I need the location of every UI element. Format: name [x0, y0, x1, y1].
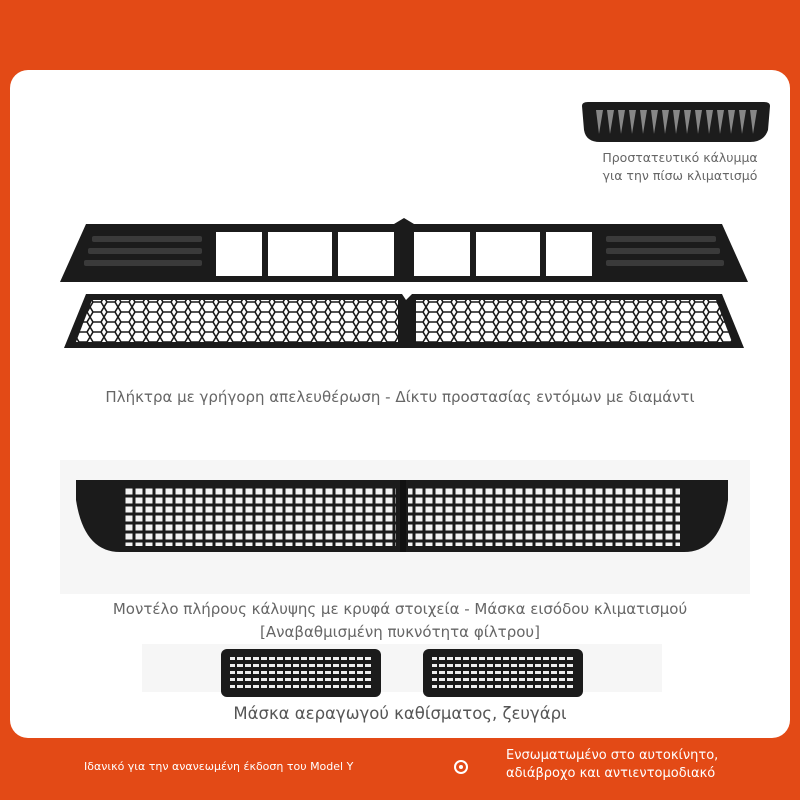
bottom-bar — [0, 738, 800, 800]
quick-release-frame-image — [58, 216, 750, 286]
full-coverage-mask-image — [74, 478, 730, 556]
rear-cover-caption-line2: για την πίσω κλιματισμό — [602, 168, 758, 183]
seat-vent-left-image — [220, 648, 382, 698]
feature-text-line1: Ενσωματωμένο στο αυτοκίνητο, — [506, 748, 719, 763]
seat-vent-caption: Μάσκα αεραγωγού καθίσματος, ζευγάρι — [233, 704, 567, 723]
full-cover-caption-line2: [Αναβαθμισμένη πυκνότητα φίλτρου] — [260, 623, 540, 641]
seat-vent-right-image — [422, 648, 584, 698]
quick-release-caption: Πλήκτρα με γρήγορη απελευθέρωση - Δίκτυ προστασίας εντόμων με διαμάντι — [105, 388, 695, 406]
model-compat-text: Ιδανικό για την ανανεωμένη έκδοση του Model Y — [84, 760, 354, 773]
rear-cover-caption-line1: Προστατευτικό κάλυμμα — [602, 150, 758, 165]
product-card — [10, 70, 790, 738]
target-icon — [454, 760, 468, 774]
feature-text-line2: αδιάβροχο και αντιεντομοδιακό — [506, 766, 716, 781]
full-cover-caption-line1: Μοντέλο πλήρους κάλυψης με κρυφά στοιχεία - Μάσκα εισόδου κλιματισμού — [112, 600, 688, 618]
feature-text — [506, 747, 718, 783]
diamond-insect-mesh-image — [62, 292, 746, 352]
rear-ac-cover-image — [578, 100, 774, 144]
